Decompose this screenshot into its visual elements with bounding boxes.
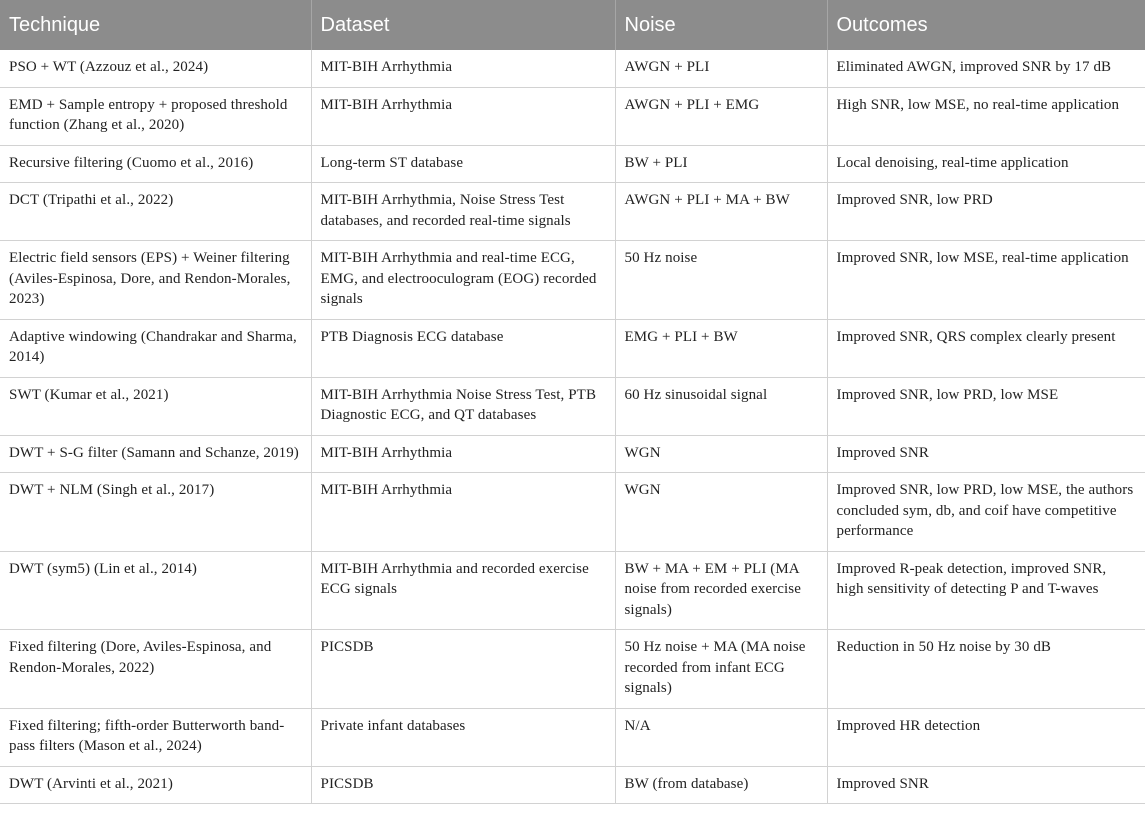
technique-cell: SWT (Kumar et al., 2021)	[0, 377, 311, 435]
outcomes-cell: Reduction in 50 Hz noise by 30 dB	[827, 630, 1145, 709]
table-row	[0, 551, 1145, 630]
table-row	[0, 766, 1145, 804]
noise-cell: AWGN + PLI + MA + BW	[615, 183, 827, 241]
technique-cell: PSO + WT (Azzouz et al., 2024)	[0, 50, 311, 87]
dataset-cell: Long-term ST database	[311, 145, 615, 183]
technique-cell: EMD + Sample entropy + proposed threshold function (Zhang et al., 2020)	[0, 87, 311, 145]
outcomes-cell: Improved SNR, low PRD, low MSE	[827, 377, 1145, 435]
outcomes-cell: Improved SNR	[827, 766, 1145, 804]
technique-cell: DCT (Tripathi et al., 2022)	[0, 183, 311, 241]
table-row	[0, 87, 1145, 145]
noise-cell: 60 Hz sinusoidal signal	[615, 377, 827, 435]
header-row	[0, 0, 1145, 50]
dataset-cell: MIT-BIH Arrhythmia	[311, 473, 615, 552]
outcomes-cell: Improved SNR, QRS complex clearly present	[827, 319, 1145, 377]
outcomes-cell: Improved SNR, low PRD, low MSE, the authors concluded sym, db, and coif have competitive performance	[827, 473, 1145, 552]
noise-cell: WGN	[615, 473, 827, 552]
header-outcomes: Outcomes	[827, 0, 1145, 50]
dataset-cell: Private infant databases	[311, 708, 615, 766]
noise-cell: EMG + PLI + BW	[615, 319, 827, 377]
technique-cell: DWT (Arvinti et al., 2021)	[0, 766, 311, 804]
table-row	[0, 183, 1145, 241]
table-body	[0, 50, 1145, 804]
dataset-cell: MIT-BIH Arrhythmia	[311, 50, 615, 87]
dataset-cell: MIT-BIH Arrhythmia	[311, 87, 615, 145]
outcomes-cell: Improved SNR	[827, 435, 1145, 473]
noise-cell: 50 Hz noise + MA (MA noise recorded from infant ECG signals)	[615, 630, 827, 709]
dataset-cell: PICSDB	[311, 630, 615, 709]
dataset-cell: PTB Diagnosis ECG database	[311, 319, 615, 377]
outcomes-cell: High SNR, low MSE, no real-time application	[827, 87, 1145, 145]
noise-cell: N/A	[615, 708, 827, 766]
table-row	[0, 319, 1145, 377]
table-row	[0, 50, 1145, 87]
header-dataset: Dataset	[311, 0, 615, 50]
table-row	[0, 435, 1145, 473]
table-row	[0, 473, 1145, 552]
noise-cell: AWGN + PLI + EMG	[615, 87, 827, 145]
technique-cell: DWT + NLM (Singh et al., 2017)	[0, 473, 311, 552]
table-row	[0, 708, 1145, 766]
dataset-cell: MIT-BIH Arrhythmia Noise Stress Test, PTB Diagnostic ECG, and QT databases	[311, 377, 615, 435]
dataset-cell: MIT-BIH Arrhythmia, Noise Stress Test databases, and recorded real-time signals	[311, 183, 615, 241]
noise-cell: BW + PLI	[615, 145, 827, 183]
technique-cell: Recursive filtering (Cuomo et al., 2016)	[0, 145, 311, 183]
dataset-cell: MIT-BIH Arrhythmia	[311, 435, 615, 473]
table-row	[0, 145, 1145, 183]
table-row	[0, 630, 1145, 709]
noise-cell: AWGN + PLI	[615, 50, 827, 87]
header-noise: Noise	[615, 0, 827, 50]
table-header	[0, 0, 1145, 50]
technique-cell: Fixed filtering (Dore, Aviles-Espinosa, and Rendon-Morales, 2022)	[0, 630, 311, 709]
outcomes-cell: Improved HR detection	[827, 708, 1145, 766]
outcomes-cell: Improved R-peak detection, improved SNR, high sensitivity of detecting P and T-waves	[827, 551, 1145, 630]
noise-cell: BW (from database)	[615, 766, 827, 804]
table-row	[0, 241, 1145, 320]
noise-cell: WGN	[615, 435, 827, 473]
outcomes-cell: Improved SNR, low PRD	[827, 183, 1145, 241]
outcomes-cell: Local denoising, real-time application	[827, 145, 1145, 183]
technique-cell: Adaptive windowing (Chandrakar and Sharma, 2014)	[0, 319, 311, 377]
technique-cell: Electric field sensors (EPS) + Weiner filtering (Aviles-Espinosa, Dore, and Rendon-Morales, 2023)	[0, 241, 311, 320]
header-technique: Technique	[0, 0, 311, 50]
noise-cell: 50 Hz noise	[615, 241, 827, 320]
dataset-cell: MIT-BIH Arrhythmia and real-time ECG, EMG, and electrooculogram (EOG) recorded signals	[311, 241, 615, 320]
outcomes-cell: Eliminated AWGN, improved SNR by 17 dB	[827, 50, 1145, 87]
outcomes-cell: Improved SNR, low MSE, real-time application	[827, 241, 1145, 320]
noise-cell: BW + MA + EM + PLI (MA noise from recorded exercise signals)	[615, 551, 827, 630]
dataset-cell: PICSDB	[311, 766, 615, 804]
technique-cell: Fixed filtering; fifth-order Butterworth band-pass filters (Mason et al., 2024)	[0, 708, 311, 766]
table-row	[0, 377, 1145, 435]
technique-cell: DWT (sym5) (Lin et al., 2014)	[0, 551, 311, 630]
dataset-cell: MIT-BIH Arrhythmia and recorded exercise ECG signals	[311, 551, 615, 630]
technique-cell: DWT + S-G filter (Samann and Schanze, 2019)	[0, 435, 311, 473]
